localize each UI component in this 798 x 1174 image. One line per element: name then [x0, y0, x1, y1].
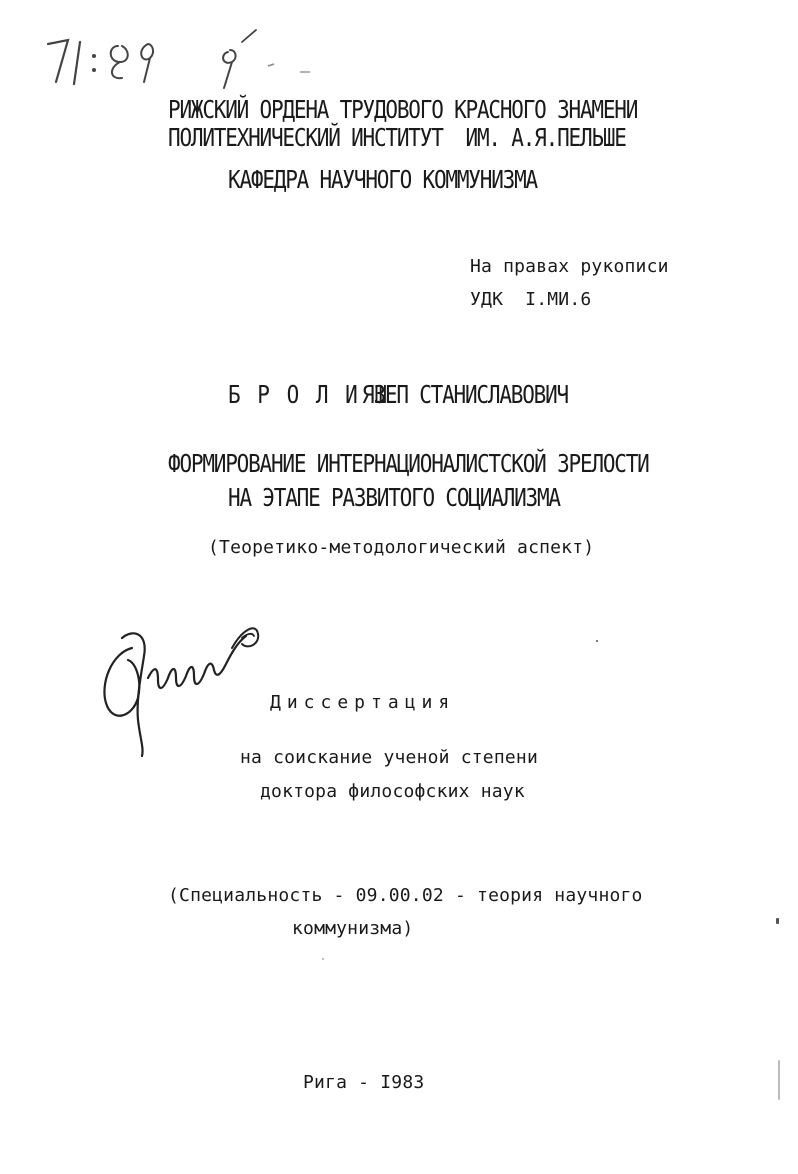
author-surname: Б Р О Л И Ш [228, 380, 390, 409]
title-line1: ФОРМИРОВАНИЕ ИНТЕРНАЦИОНАЛИСТСКОЙ ЗРЕЛОСТИ [168, 449, 649, 478]
place-and-year: Рига - I983 [303, 1072, 425, 1093]
handwritten-signature [92, 608, 272, 758]
institute-name-line1: РИЖСКИЙ ОРДЕНА ТРУДОВОГО КРАСНОГО ЗНАМЕНИ [168, 95, 638, 124]
institute-name-line2: ПОЛИТЕХНИЧЕСКИЙ ИНСТИТУТ ИМ. А.Я.ПЕЛЬШЕ [168, 123, 626, 152]
author-given-names: ЯЗЕП СТАНИСЛАВОВИЧ [362, 380, 568, 409]
manuscript-rights: На правах рукописи [470, 256, 669, 277]
udc-code: УДК I.МИ.6 [470, 289, 592, 310]
specialty-line1: (Специальность - 09.00.02 - теория научного [168, 885, 643, 906]
scan-speck [778, 1060, 780, 1100]
title-line2: НА ЭТАПЕ РАЗВИТОГО СОЦИАЛИЗМА [228, 483, 560, 512]
title-subtitle: (Теоретико-методологический аспект) [208, 537, 595, 558]
specialty-line2: коммунизма) [292, 918, 414, 939]
scan-speck [596, 640, 598, 642]
handwritten-archive-number [38, 22, 338, 92]
degree-line1: на соискание ученой степени [240, 747, 538, 768]
scan-speck [776, 918, 779, 924]
department-name: КАФЕДРА НАУЧНОГО КОММУНИЗМА [228, 165, 537, 194]
dissertation-label: Диссертация [270, 692, 456, 713]
degree-line2: доктора философских наук [260, 781, 525, 802]
scan-speck [322, 958, 324, 960]
